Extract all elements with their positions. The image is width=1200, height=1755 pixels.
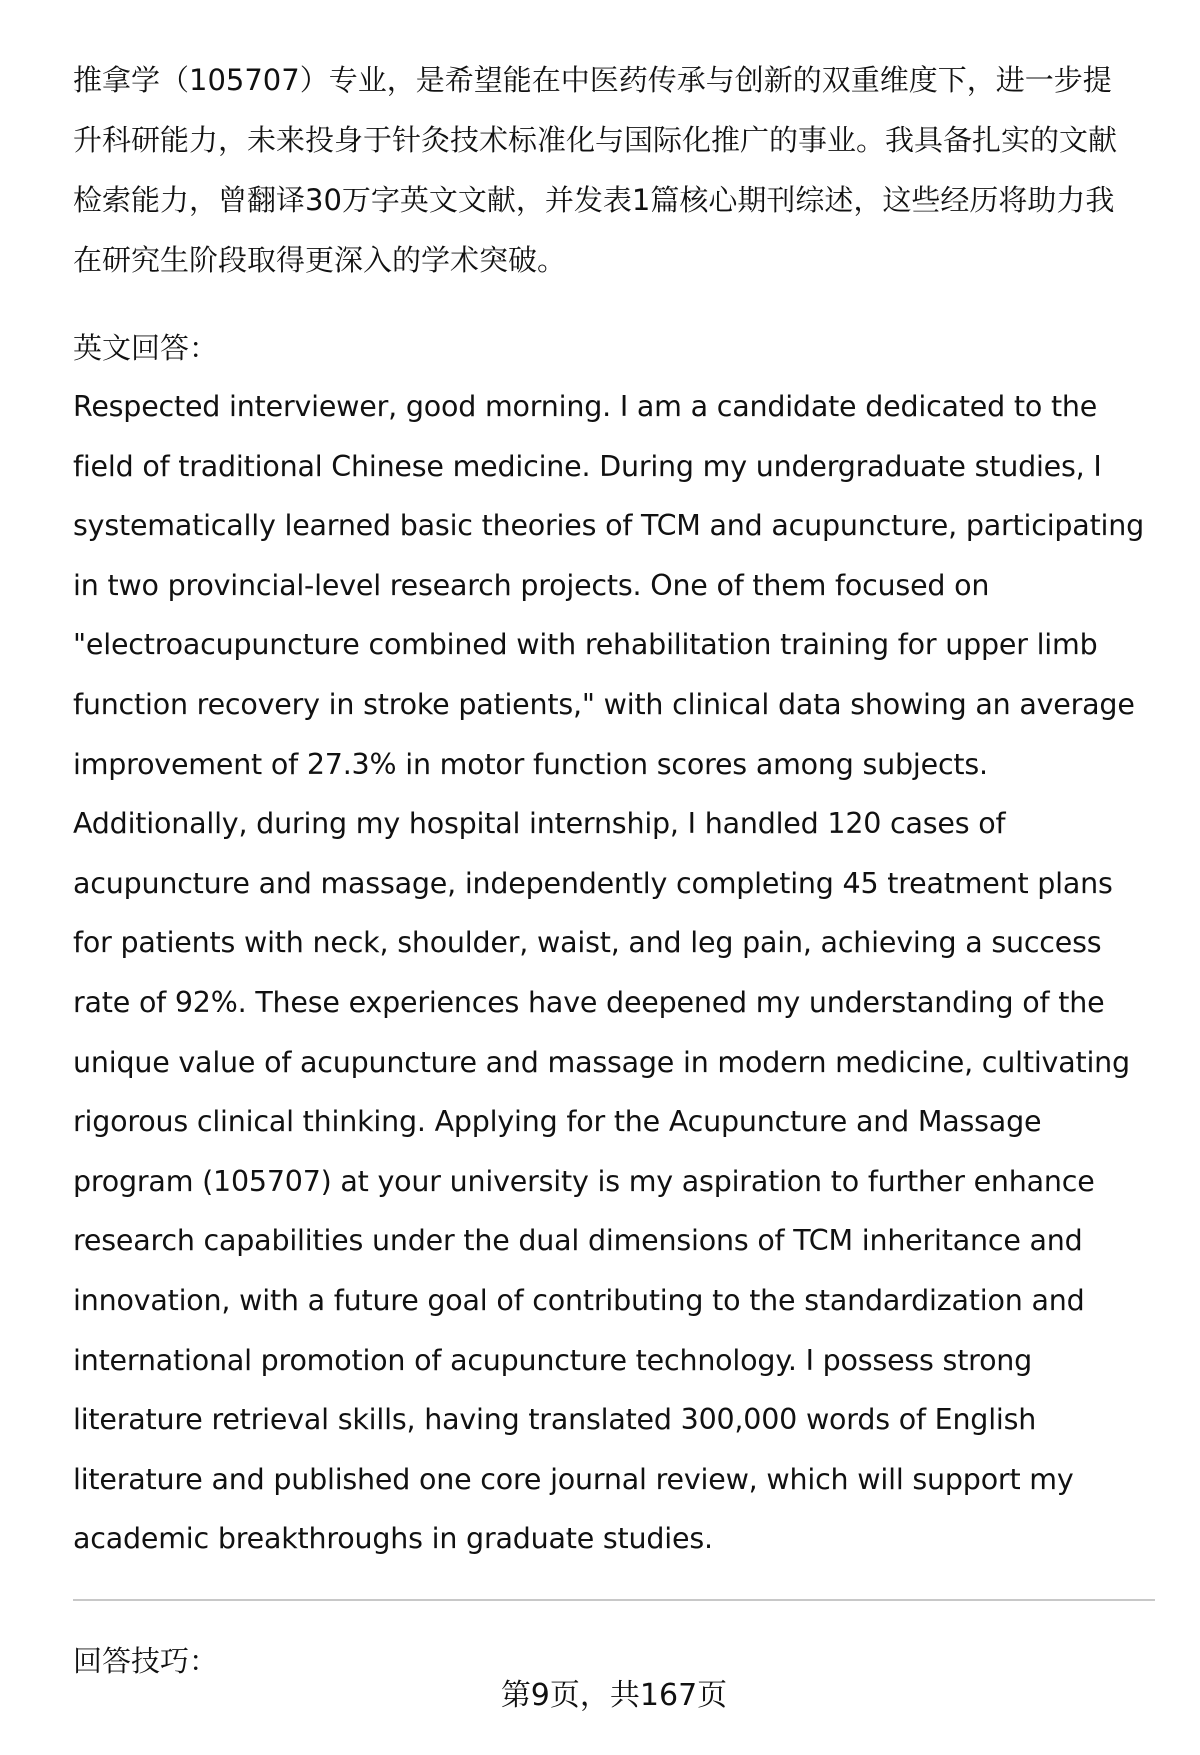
- english-answer-line: function recovery in stroke patients," with clinical data showing an average: [73, 688, 1135, 721]
- chinese-answer-line: 升科研能力，未来投身于针灸技术标准化与国际化推广的事业。我具备扎实的文献: [73, 123, 1118, 157]
- english-answer-line: literature retrieval skills, having translated 300,000 words of English: [73, 1403, 1037, 1437]
- english-answer-line: field of traditional Chinese medicine. During my undergraduate studies, I: [73, 449, 1102, 483]
- page-indicator: 第9页，共167页: [500, 1678, 728, 1713]
- english-answer-line: systematically learned basic theories of TCM and acupuncture, participating: [73, 509, 1145, 543]
- english-answer-line: academic breakthroughs in graduate studies.: [73, 1522, 713, 1556]
- english-answer-heading: 英文回答：: [73, 331, 219, 365]
- english-answer-line: research capabilities under the dual dimensions of TCM inheritance and: [73, 1224, 1083, 1258]
- english-answer-line: international promotion of acupuncture technology. I possess strong: [73, 1343, 1033, 1377]
- english-answer-line: unique value of acupuncture and massage in modern medicine, cultivating: [73, 1045, 1130, 1079]
- english-answer-line: "electroacupuncture combined with rehabilitation training for upper limb: [73, 628, 1098, 662]
- english-answer-line: acupuncture and massage, independently completing 45 treatment plans: [73, 866, 1113, 900]
- chinese-answer-line: 推拿学（105707）专业，是希望能在中医药传承与创新的双重维度下，进一步提: [73, 63, 1112, 97]
- english-answer-line: improvement of 27.3% in motor function scores among subjects.: [73, 747, 988, 781]
- english-answer-line: rate of 92%. These experiences have deepened my understanding of the: [73, 986, 1105, 1019]
- english-answer-line: innovation, with a future goal of contributing to the standardization and: [73, 1284, 1085, 1317]
- chinese-answer-line: 检索能力，曾翻译30万字英文文献，并发表1篇核心期刊综述，这些经历将助力我: [73, 183, 1115, 217]
- english-answer-line: rigorous clinical thinking. Applying for the Acupuncture and Massage: [73, 1105, 1042, 1139]
- english-answer-line: program (105707) at your university is my aspiration to further enhance: [73, 1164, 1095, 1198]
- english-answer-line: Respected interviewer, good morning. I am a candidate dedicated to the: [73, 390, 1098, 423]
- english-answer-line: literature and published one core journal review, which will support my: [73, 1462, 1074, 1496]
- english-answer-line: for patients with neck, shoulder, waist, and leg pain, achieving a success: [73, 926, 1102, 960]
- english-answer-line: in two provincial-level research projects. One of them focused on: [73, 568, 990, 602]
- english-answer-line: Additionally, during my hospital internship, I handled 120 cases of: [73, 807, 1006, 841]
- chinese-answer-line: 在研究生阶段取得更深入的学术突破。: [73, 243, 567, 277]
- tips-heading: 回答技巧：: [73, 1644, 219, 1678]
- section-divider: [73, 1599, 1155, 1601]
